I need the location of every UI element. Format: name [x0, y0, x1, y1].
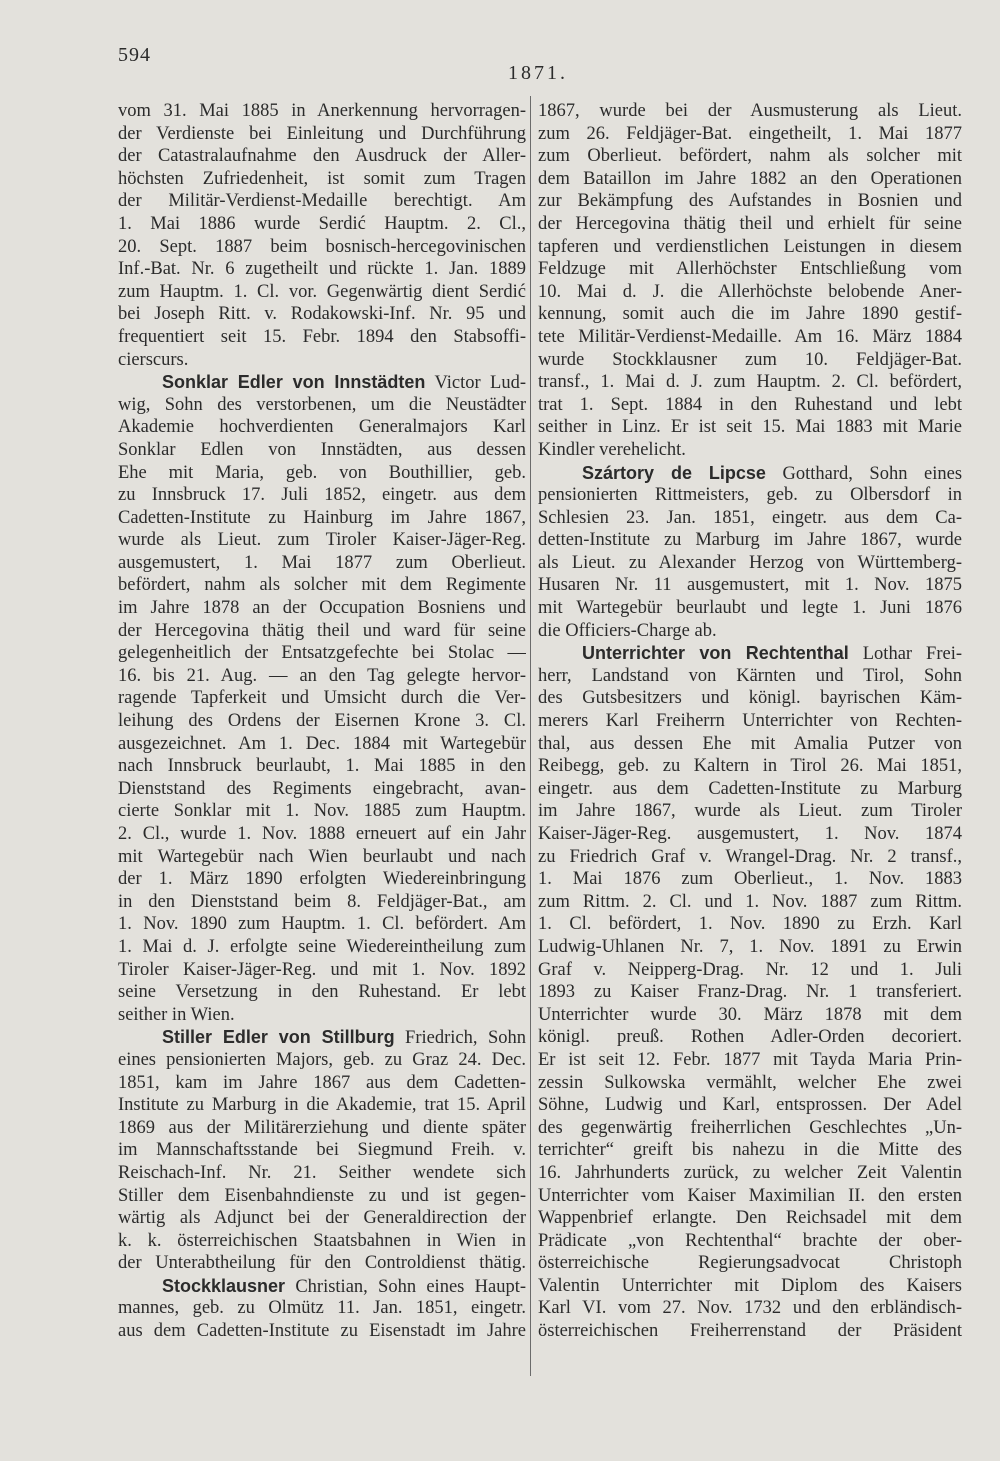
text-line: königl. preuß. Rothen Adler-Orden decoriert.: [538, 1027, 962, 1048]
entry-heading-line: [118, 1026, 526, 1049]
text-line: Valentin Unterrichter mit Diplom des Kaisers: [538, 1275, 962, 1296]
entry-name-stockklausner: Stockklausner: [162, 1275, 286, 1296]
text-line: terrichter“ greift bis nahezu in die Mitte des: [538, 1140, 962, 1161]
right-column: [538, 100, 962, 1343]
text-line: herr, Landstand von Kärnten und Tirol, Sohn: [538, 665, 962, 686]
text-line: zu Friedrich Graf v. Wrangel-Drag. Nr. 2 transf.,: [538, 846, 962, 867]
text-line: Wappenbrief erlangte. Den Reichsadel mit dem: [538, 1208, 962, 1229]
text-line: im Jahre 1867, wurde als Lieut. zum Tiroler: [538, 801, 962, 822]
text-line: Akademie hochverdienten Generalmajors Karl: [118, 417, 526, 438]
text-line: vom 31. Mai 1885 in Anerkennung hervorragen-: [118, 101, 526, 121]
text-line: Dienststand des Regiments eingebracht, avan-: [118, 778, 526, 799]
text-line: trat 1. Sept. 1884 in den Ruhestand und lebt: [538, 394, 962, 415]
text-line: Feldzuge mit Allerhöchster Entschließung vom: [538, 259, 962, 280]
text-line: 1851, kam im Jahre 1867 aus dem Cadetten-: [118, 1072, 526, 1093]
text-line: wurde als Lieut. zum Tiroler Kaiser-Jäger-Reg.: [118, 530, 526, 551]
entry-heading-line: [118, 1275, 526, 1298]
text-line: zum Rittm. 2. Cl. und 1. Nov. 1887 zum Rittm.: [538, 891, 962, 912]
text-line: eingetr. aus dem Cadetten-Institute zu Marburg: [538, 778, 962, 799]
text-line: Institute zu Marburg in die Akademie, trat 15. April: [118, 1095, 526, 1116]
text-fragment: Gotthard, Sohn eines: [782, 463, 962, 484]
text-line: mit Wartegebür beurlaubt und legte 1. Juni 1876: [538, 598, 962, 619]
text-line: k. k. österreichischen Staatsbahnen in Wien in: [118, 1230, 526, 1251]
text-line: seither in Linz. Er ist seit 15. Mai 1883 mit Marie: [538, 417, 962, 438]
entry-name-stiller: Stiller Edler von Stillburg: [162, 1027, 395, 1048]
entry-heading-line: [538, 462, 962, 485]
text-line: zu Innsbruck 17. Juli 1852, eingetr. aus dem: [118, 485, 526, 506]
text-line: Söhne, Ludwig und Karl, entsprossen. Der Adel: [538, 1095, 962, 1116]
text-line: der Hercegovina thätig theil und erhielt für seine: [538, 213, 962, 234]
text-line: 1. Mai 1876 zum Oberlieut., 1. Nov. 1883: [538, 869, 962, 890]
text-fragment: Lothar Frei-: [862, 644, 962, 665]
text-line: eines pensionierten Majors, geb. zu Graz 24. Dec.: [118, 1049, 526, 1070]
text-line: Unterrichter wurde 30. März 1878 mit dem: [538, 1004, 962, 1025]
text-line: Kindler verehelicht.: [538, 439, 686, 460]
text-line: Cadetten-Institute zu Hainburg im Jahre 1867,: [118, 507, 526, 528]
left-column: [118, 100, 526, 1343]
text-line: mannes, geb. zu Olmütz 11. Jan. 1851, eingetr.: [118, 1298, 526, 1319]
text-line: der Hercegovina thätig theil und ward für seine: [118, 620, 526, 641]
text-line: 16. bis 21. Aug. — an den Tag gelegte hervor-: [118, 665, 526, 686]
text-line: Sonklar Edlen von Innstädten, aus dessen: [118, 439, 526, 460]
text-line: des gegenwärtig freiherrlichen Geschlechtes „Un-: [538, 1117, 962, 1138]
text-line: kennung, somit auch die im Jahre 1890 gestif-: [538, 304, 962, 325]
text-line: Unterrichter vom Kaiser Maximilian II. den ersten: [538, 1185, 962, 1206]
text-line: zur Bekämpfung des Aufstandes in Bosnien und: [538, 191, 962, 212]
text-line: zessin Sulkowska vermählt, welcher Ehe zwei: [538, 1072, 962, 1093]
running-header-year: 1871.: [508, 62, 568, 84]
text-line: befördert, nahm als solcher mit dem Regimente: [118, 575, 526, 596]
text-line: 16. Jahrhunderts zurück, zu welcher Zeit Valentin: [538, 1162, 962, 1183]
text-fragment: Friedrich, Sohn: [405, 1028, 526, 1049]
text-line: Prädicate „von Rechtenthal“ brachte der ober-: [538, 1230, 962, 1251]
text-line: wig, Sohn des verstorbenen, um die Neustädter: [118, 394, 526, 415]
text-line: Schlesien 23. Jan. 1851, eingetr. aus dem Ca-: [538, 507, 962, 528]
text-line: im Jahre 1878 an der Occupation Bosniens und: [118, 598, 526, 619]
text-line: seither in Wien.: [118, 1004, 235, 1025]
text-line: 1. Mai 1886 wurde Serdić Hauptm. 2. Cl.,: [118, 213, 526, 234]
text-line: 1. Cl. befördert, 1. Nov. 1890 zu Erzh. Karl: [538, 914, 962, 935]
text-line: cierte Sonklar mit 1. Nov. 1885 zum Hauptm.: [118, 801, 526, 822]
text-line: Ehe mit Maria, geb. von Bouthillier, geb.: [118, 462, 526, 483]
text-line: aus dem Cadetten-Institute zu Eisenstadt im Jahre: [118, 1321, 526, 1342]
text-line: 1. Nov. 1890 zum Hauptm. 1. Cl. befördert. Am: [118, 914, 526, 935]
text-line: pensionierten Rittmeisters, geb. zu Olbersdorf in: [538, 485, 962, 506]
text-line: thal, aus dessen Ehe mit Amalia Putzer von: [538, 733, 962, 754]
text-line: ausgezeichnet. Am 1. Dec. 1884 mit Wartegebür: [118, 733, 526, 754]
text-line: wärtig als Adjunct bei der Generaldirection der: [118, 1208, 526, 1229]
text-line: Reibegg, geb. zu Kaltern in Tirol 26. Mai 1851,: [538, 756, 962, 777]
text-line: österreichischen Freiherrenstand der Präsident: [538, 1321, 962, 1342]
text-line: mit Wartegebür nach Wien beurlaubt und nach: [118, 846, 526, 867]
text-line: als Lieut. zu Alexander Herzog von Württemberg-: [538, 552, 962, 573]
text-line: 10. Mai d. J. die Allerhöchste belobende Aner-: [538, 281, 962, 302]
text-fragment: Victor Lud-: [434, 373, 526, 394]
entry-heading-line: [538, 642, 962, 665]
text-line: transf., 1. Mai d. J. zum Hauptm. 2. Cl. befördert,: [538, 372, 962, 393]
text-line: Kaiser-Jäger-Reg. ausgemustert, 1. Nov. 1874: [538, 824, 962, 844]
text-line: Karl VI. vom 27. Nov. 1732 und den erbländisch-: [538, 1298, 962, 1319]
text-line: zum 26. Feldjäger-Bat. eingetheilt, 1. Mai 1877: [538, 123, 962, 144]
text-line: wurde Stockklausner zum 10. Feldjäger-Bat.: [538, 349, 962, 370]
text-line: zum Hauptm. 1. Cl. vor. Gegenwärtig dient Serdić: [118, 281, 526, 302]
text-line: Er ist seit 12. Febr. 1877 mit Tayda Maria Prin-: [538, 1049, 962, 1070]
text-line: 1867, wurde bei der Ausmusterung als Lieut.: [538, 101, 962, 121]
text-line: bei Joseph Ritt. v. Rodakowski-Inf. Nr. 95 und: [118, 304, 526, 325]
entry-name-sonklar: Sonklar Edler von Innstädten: [162, 372, 426, 393]
text-line: der Verdienste bei Einleitung und Durchführung: [118, 123, 526, 144]
text-line: 1. Mai d. J. erfolgte seine Wiedereintheilung zum: [118, 936, 526, 957]
text-line: Reischach-Inf. Nr. 21. Seither wendete sich: [118, 1162, 526, 1183]
text-line: cierscurs.: [118, 349, 189, 370]
text-line: der Militär-Verdienst-Medaille berechtigt. Am: [118, 191, 526, 212]
text-line: seine Versetzung in den Ruhestand. Er lebt: [118, 982, 526, 1003]
text-line: ragende Tapferkeit und Umsicht durch die Ver-: [118, 688, 526, 709]
text-line: tapferen und verdienstlichen Leistungen in diesem: [538, 236, 962, 257]
text-line: Inf.-Bat. Nr. 6 zugetheilt und rückte 1. Jan. 1889: [118, 259, 526, 280]
text-line: der 1. März 1890 erfolgten Wiedereinbringung: [118, 869, 526, 890]
text-line: 20. Sept. 1887 beim bosnisch-hercegovinischen: [118, 236, 526, 257]
text-line: Husaren Nr. 11 ausgemustert, mit 1. Nov. 1875: [538, 575, 962, 596]
entry-name-szartory: Szártory de Lipcse: [582, 462, 766, 483]
text-line: leihung des Ordens der Eisernen Krone 3. Cl.: [118, 711, 526, 732]
text-line: der Catastralaufnahme den Ausdruck der Aller-: [118, 146, 526, 167]
text-line: 1869 aus der Militärerziehung und diente später: [118, 1117, 526, 1138]
text-line: im Mannschaftsstande bei Siegmund Freih. v.: [118, 1140, 526, 1161]
column-divider: [530, 96, 531, 1376]
text-line: merers Karl Freiherrn Unterrichter von Rechten-: [538, 711, 962, 732]
text-line: des Gutsbesitzers und königl. bayrischen Käm-: [538, 688, 962, 709]
text-line: Stiller dem Eisenbahndienste zu und ist gegen-: [118, 1185, 526, 1206]
text-line: tete Militär-Verdienst-Medaille. Am 16. März 1884: [538, 326, 962, 347]
text-line: in den Dienststand beim 8. Feldjäger-Bat., am: [118, 891, 526, 912]
text-line: österreichische Regierungsadvocat Christoph: [538, 1253, 962, 1274]
text-line: Ludwig-Uhlanen Nr. 7, 1. Nov. 1891 zu Erwin: [538, 936, 962, 957]
text-line: der Unterabtheilung für den Controldienst thätig.: [118, 1253, 526, 1274]
text-line: höchsten Zufriedenheit, ist somit zum Tragen: [118, 168, 526, 189]
text-line: ausgemustert, 1. Mai 1877 zum Oberlieut.: [118, 552, 526, 573]
text-line: die Officiers-Charge ab.: [538, 620, 717, 641]
text-line: gelegenheitlich der Entsatzgefechte bei Stolac —: [118, 643, 526, 664]
text-line: nach Innsbruck beurlaubt, 1. Mai 1885 in den: [118, 756, 526, 777]
text-line: Graf v. Neipperg-Drag. Nr. 12 und 1. Juli: [538, 959, 962, 980]
text-fragment: Christian, Sohn eines Haupt-: [295, 1276, 526, 1297]
text-line: frequentiert seit 15. Febr. 1894 den Stabsoffi-: [118, 326, 526, 347]
entry-name-unterrichter: Unterrichter von Rechtenthal: [582, 643, 849, 664]
page-number: 594: [118, 44, 151, 66]
text-line: detten-Institute zu Marburg im Jahre 1867, wurde: [538, 530, 962, 551]
text-line: 2. Cl., wurde 1. Nov. 1888 erneuert auf ein Jahr: [118, 824, 526, 844]
text-line: 1893 zu Kaiser Franz-Drag. Nr. 1 transferiert.: [538, 982, 962, 1003]
text-line: Tiroler Kaiser-Jäger-Reg. und mit 1. Nov. 1892: [118, 959, 526, 980]
text-line: dem Bataillon im Jahre 1882 an den Operationen: [538, 168, 962, 189]
text-line: zum Oberlieut. befördert, nahm als solcher mit: [538, 146, 962, 167]
entry-heading-line: [118, 371, 526, 394]
